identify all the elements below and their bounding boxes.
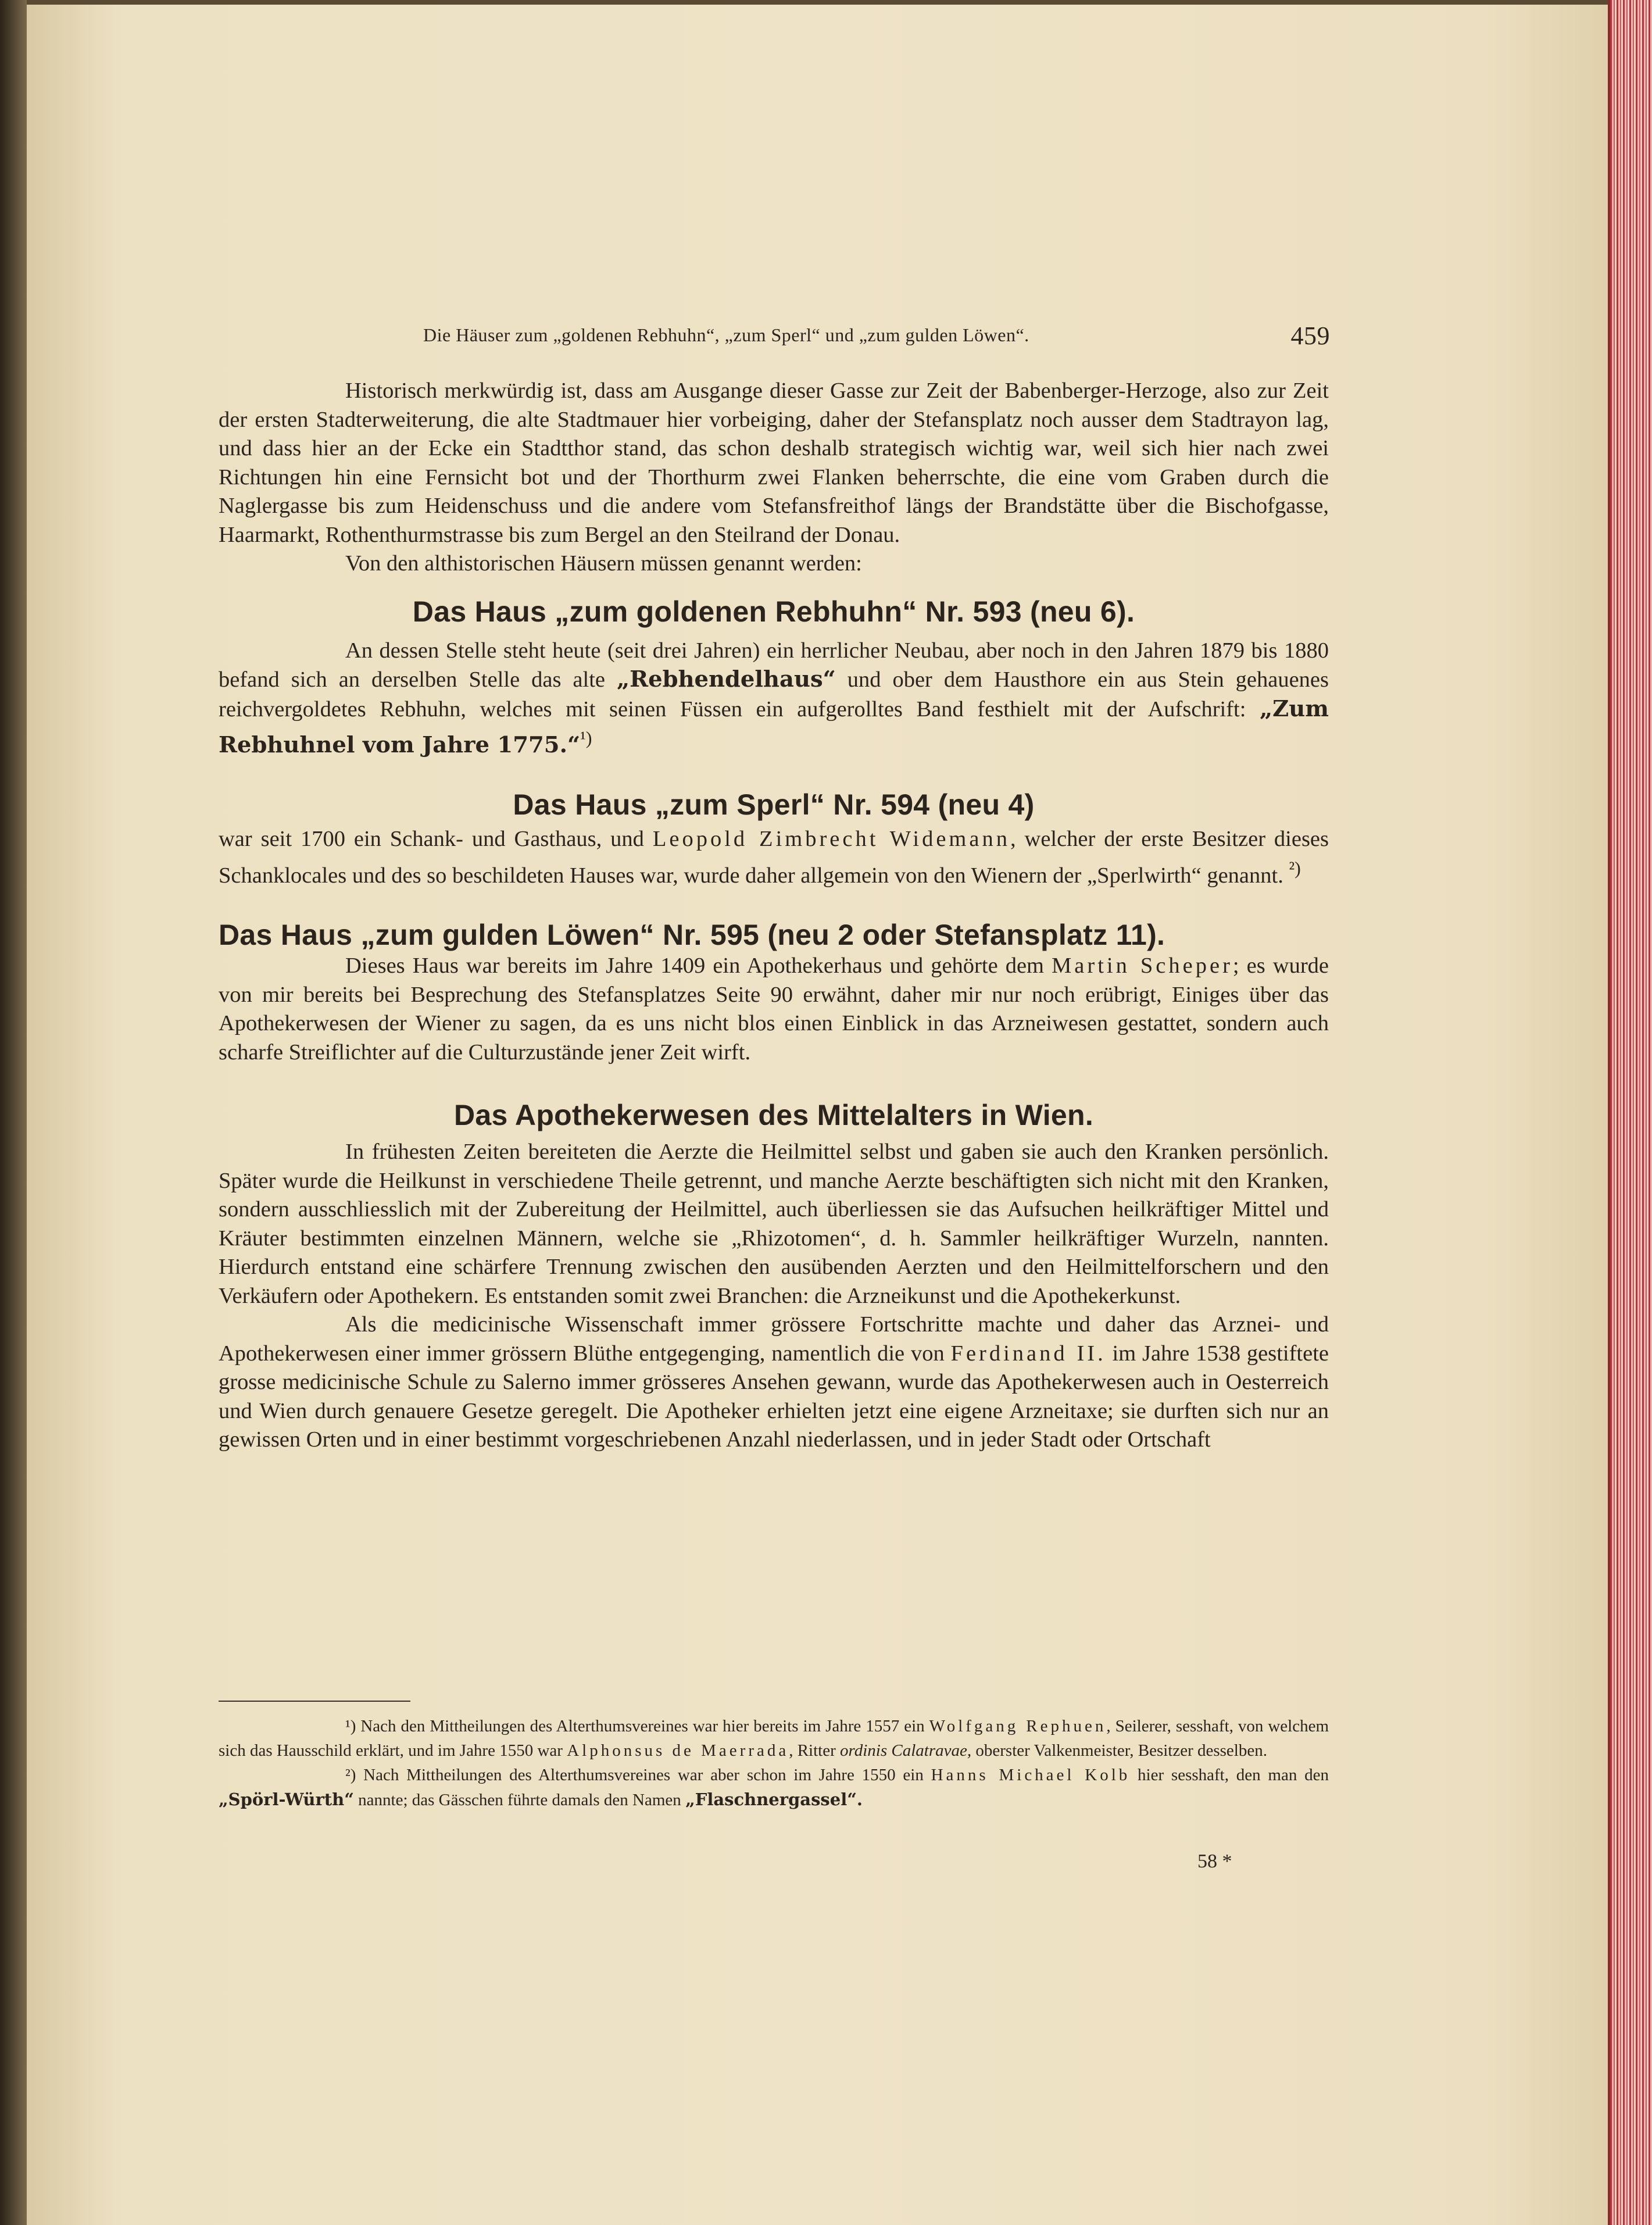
fn1-name-1: Wolfgang Rephuen (929, 1717, 1107, 1735)
loewen-text-a: Dieses Haus war bereits im Jahre 1409 ein Apothekerhaus und gehörte dem (345, 953, 1052, 978)
fn1-text-d: oberster Valkenmeister, Besitzer desselben. (971, 1741, 1267, 1760)
page-top-edge (27, 0, 1608, 5)
footnote-ref-2: ²) (1289, 857, 1301, 878)
rebhuhn-paragraph (219, 637, 1329, 760)
book-gutter (0, 0, 27, 2225)
footnote-1 (219, 1714, 1329, 1763)
apotheker-p2-text-a: Als die medicinische Wissenschaft immer grössere Fortschritte machte und daher das Arznei- und Apothekerwesen einer immer grössern Blüthe entgegenging, namentlich die von (219, 1312, 1329, 1366)
rebhuhn-text-b: und ober dem Hausthore ein aus Stein gehauenes reichvergoldetes Rebhuhn, welches mit seinen Füssen ein aufgerolltes Band festhielt mit der Aufschrift: (219, 667, 1329, 722)
loewen-text-b: ; es wurde von mir bereits bei Besprechung des Stefansplatzes Seite 90 erwähnt, daher mir nur noch erübrigt, Einiges über das Apothekerwesen der Wiener zu sagen, da es uns nicht blos einen Einblick in das Arzneiwesen gestattet, sondern auch scharfe Streiflichter auf die Culturzustände jener Zeit wirft. (219, 953, 1329, 1065)
page-number: 459 (1290, 322, 1330, 350)
apotheker-p2-text-b: im Jahre 1538 gestiftete grosse medicinische Schule zu Salerno immer grösseres Ansehen gewann, wurde das Apothekerwesen auch in Oesterreich und Wien durch genauere Gesetze geregelt. Die Apotheker erhielten jetzt eine eigene Arzneitaxe; sie durften sich nur an gewissen Orten und in einer bestimmt vorgeschriebenen Anzahl niederlassen, und in jeder Stadt oder Ortschaft (219, 1341, 1329, 1452)
heading-apothekerwesen: Das Apothekerwesen des Mittelalters in Wien. (453, 1099, 1094, 1132)
fn2-text-a: ²) Nach Mittheilungen des Alterthumsvereines war aber schon im Jahre 1550 ein (345, 1766, 931, 1784)
heading-loewen: Das Haus „zum gulden Löwen“ Nr. 595 (neu 2 oder Stefansplatz 11). (219, 919, 1165, 952)
intro-paragraph: Historisch merkwürdig ist, dass am Ausgange dieser Gasse zur Zeit der Babenberger-Herzoge, also zur Zeit der ersten Stadterweiterung, die alte Stadtmauer hier vorbeiging, daher der Stefansplatz noch ausser dem Stadtrayon lag, und dass hier an der Ecke ein Stadtthor stand, das schon deshalb strategisch wichtig war, weil sich hier nach zwei Richtungen hin eine Fernsicht bot und der Thorthurm zwei Flanken beherrschte, die eine vom Graben durch die Naglergasse bis zum Heidenschuss und die andere vom Stefansfreithof längs der Brandstätte über die Bischofgasse, Haarmarkt, Rothenthurmstrasse bis zum Bergel an den Steilrand der Donau. (219, 378, 1329, 547)
fn2-name: Hanns Michael Kolb (931, 1766, 1131, 1784)
rebhuhn-fraktur-1: „Rebhendelhaus“ (616, 666, 836, 692)
sperl-person-name: Leopold Zimbrecht Widemann (652, 827, 1010, 852)
fn2-text-c: nannte; das Gässchen führte damals den Namen (353, 1791, 686, 1809)
page-body (219, 377, 1329, 1455)
rebhuhn-fraktur-2: „Zum Rebhuhnel vom Jahre 1775.“ (219, 695, 1329, 758)
fn1-text-c: , Ritter (789, 1741, 841, 1760)
fn2-fraktur-2: „Flaschnergassel“. (685, 1790, 863, 1809)
heading-sperl: Das Haus „zum Sperl“ Nr. 594 (neu 4) (513, 788, 1035, 822)
page-edge-red (1608, 0, 1652, 2225)
footnotes (219, 1714, 1329, 1812)
sperl-paragraph (219, 825, 1329, 890)
loewen-person-name: Martin Scheper (1052, 953, 1233, 978)
sperl-text-a: war seit 1700 ein Schank- und Gasthaus, und (219, 827, 653, 852)
heading-rebhuhn: Das Haus „zum goldenen Rebhuhn“ Nr. 593 (neu 6). (412, 595, 1135, 628)
fn2-fraktur-1: „Spörl-Würth“ (219, 1790, 354, 1809)
footnote-divider (219, 1701, 410, 1702)
apotheker-paragraph-1: In frühesten Zeiten bereiteten die Aerzte die Heilmittel selbst und gaben sie auch den Kranken persönlich. Später wurde die Heilkunst in verschiedene Theile getrennt, und manche Aerzte beschäftigten sich nicht mit den Kranken, sondern ausschliesslich mit der Zubereitung der Heilmittel, auch überliessen sie das Aufsuchen heilkräftiger Mittel und Kräuter bestimmten einzelnen Männern, welche sie „Rhizotomen“, d. h. Sammler heilkräftiger Wurzeln, nannten. Hierdurch entstand eine schärfere Trennung zwischen den ausübenden Aerzten und den Heilmittelforschern und den Verkäufern oder Apothekern. Es entstanden somit zwei Branchen: die Arzneikunst und die Apothekerkunst. (219, 1140, 1329, 1308)
fn1-name-2: Alphonsus de Maerrada (567, 1741, 789, 1760)
footnote-ref-1: ¹) (580, 727, 592, 748)
running-head-title: Die Häuser zum „goldenen Rebhuhn“, „zum Sperl“ und „zum gulden Löwen“. (423, 324, 1029, 345)
sperl-text-b: , welcher der erste Besitzer dieses Schanklocales und des so beschildeten Hauses war, wurde daher allgemein von den Wienern der „Sperlwirth“ genannt. (219, 827, 1329, 888)
footnote-2 (219, 1763, 1329, 1812)
fn1-text-a: ¹) Nach den Mittheilungen des Alterthumsvereines war hier bereits im Jahre 1557 ein (345, 1717, 929, 1735)
intro-paragraph-2: Von den althistorischen Häusern müssen genannt werden: (345, 551, 862, 576)
fn1-italic: ordinis Calatravae, (840, 1741, 972, 1760)
loewen-paragraph (219, 952, 1329, 1067)
signature-mark: 58 * (1197, 1851, 1232, 1872)
apotheker-paragraph-2 (219, 1310, 1329, 1455)
fn2-text-b: hier sesshaft, den man den (1130, 1766, 1329, 1784)
apotheker-p2-name: Ferdinand II. (950, 1341, 1106, 1366)
fn1-text-b: , Seilerer, sesshaft, von welchem sich das Hausschild erklärt, und im Jahre 1550 war (219, 1717, 1329, 1760)
rebhuhn-text-a: An dessen Stelle steht heute (seit drei Jahren) ein herrlicher Neubau, aber noch in den Jahren 1879 bis 1880 befand sich an derselben Stelle das alte (219, 638, 1329, 692)
running-head (423, 324, 1330, 353)
